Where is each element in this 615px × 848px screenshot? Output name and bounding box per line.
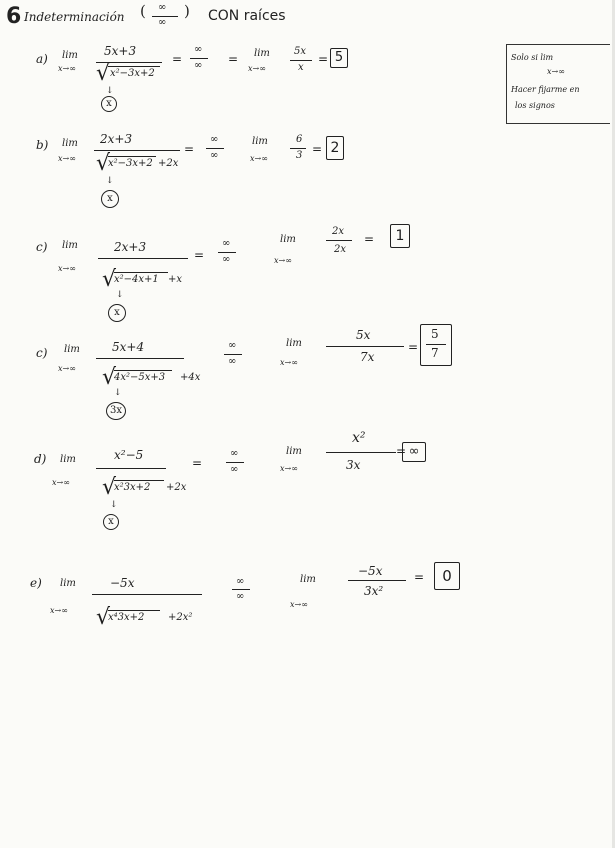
lim-under: x→∞ <box>58 264 76 273</box>
equals: = <box>414 570 425 584</box>
equals: = <box>318 52 329 66</box>
exercise-label: d) <box>34 452 47 466</box>
result-line <box>290 148 306 149</box>
inf-num: ∞ <box>222 238 231 249</box>
lim-word: lim <box>286 446 302 457</box>
equals: = <box>192 456 203 470</box>
sqrt-sign <box>108 156 156 157</box>
inf-num: ∞ <box>210 134 219 145</box>
denominator: 4x²−5x+3 <box>114 372 166 383</box>
exercise-label: a) <box>36 52 48 66</box>
exercise-number: 6 <box>6 4 22 29</box>
lim-word: lim <box>252 136 268 147</box>
answer-box: 0 <box>434 562 460 590</box>
result-den: 3x <box>346 458 361 472</box>
plus-term: +x <box>168 274 183 285</box>
equals: = <box>172 52 183 66</box>
exercise-label: c) <box>36 346 48 360</box>
result-num: 2x <box>332 226 345 237</box>
down-arrow: ↓ <box>106 176 114 186</box>
inf-line <box>218 252 236 253</box>
inf-num: ∞ <box>230 448 239 459</box>
lim-word: lim <box>60 578 76 589</box>
fraction-line <box>98 258 188 259</box>
note-line-2: x→∞ <box>547 67 565 76</box>
answer-box: 5 <box>330 48 348 68</box>
page-title: Indeterminación <box>24 10 125 24</box>
result-den: x <box>298 62 304 73</box>
equals: = <box>312 142 323 156</box>
side-note <box>506 44 610 124</box>
result-num: 6 <box>296 134 303 145</box>
lim-under: x→∞ <box>290 600 308 609</box>
note-line-4: los signos <box>515 101 555 110</box>
page-subtitle: CON raíces <box>208 8 286 24</box>
result-line <box>326 346 404 347</box>
lim-under: x→∞ <box>280 358 298 367</box>
numerator: 2x+3 <box>114 240 147 254</box>
plus-term: +4x <box>180 372 201 383</box>
answer-box: 2 <box>326 136 344 160</box>
result-den: 3x² <box>364 584 384 598</box>
equals: = <box>194 248 205 262</box>
lim-under: x→∞ <box>58 364 76 373</box>
lim-word: lim <box>64 344 80 355</box>
answer-box: 1 <box>390 224 410 248</box>
numerator: 2x+3 <box>100 132 133 146</box>
sqrt-sign <box>114 480 164 481</box>
numerator: −5x <box>110 576 135 590</box>
result-line <box>290 60 312 61</box>
sqrt-sign <box>114 272 168 273</box>
note-line-1: Solo si lim <box>511 53 554 62</box>
equals: = <box>408 340 419 354</box>
circled-term: x <box>101 190 119 208</box>
lim-word: lim <box>62 50 78 61</box>
result-line <box>348 580 406 581</box>
lim-under: x→∞ <box>274 256 292 265</box>
result-num: x² <box>352 430 366 446</box>
lim-word: lim <box>62 240 78 251</box>
result-num: 5x <box>294 46 307 57</box>
inf-line <box>226 462 244 463</box>
inf-num: ∞ <box>194 44 203 55</box>
circled-term: x <box>108 304 126 322</box>
lim-under: x→∞ <box>52 478 70 487</box>
down-arrow: ↓ <box>116 290 124 300</box>
inf-num: ∞ <box>236 576 245 587</box>
inf-num: ∞ <box>228 340 237 351</box>
plus-term: +2x² <box>168 612 193 623</box>
exercise-label: c) <box>36 240 48 254</box>
note-line-3: Hacer fijarme en <box>511 85 580 94</box>
result-num: −5x <box>358 564 383 578</box>
answer-den: 7 <box>431 346 439 360</box>
inf-den: ∞ <box>228 356 237 367</box>
lim-word: lim <box>254 48 270 59</box>
title-form-den: ∞ <box>158 17 167 28</box>
down-arrow: ↓ <box>114 388 122 398</box>
exercise-label: e) <box>30 576 42 590</box>
paren-close: ) <box>184 2 190 20</box>
denominator: x²3x+2 <box>114 482 151 493</box>
sqrt-sign <box>108 610 160 611</box>
result-num: 5x <box>356 328 371 342</box>
lim-under: x→∞ <box>280 464 298 473</box>
plus-term: +2x <box>158 158 179 169</box>
lim-word: lim <box>60 454 76 465</box>
inf-line <box>224 354 242 355</box>
lim-under: x→∞ <box>248 64 266 73</box>
circled-term: 3x <box>106 402 126 420</box>
exercise-label: b) <box>36 138 49 152</box>
paren-open: ( <box>140 2 146 20</box>
result-line <box>326 240 352 241</box>
inf-line <box>190 58 208 59</box>
sqrt-sign <box>108 66 160 67</box>
inf-line <box>206 148 224 149</box>
lim-word: lim <box>280 234 296 245</box>
numerator: x²−5 <box>114 448 144 462</box>
result-den: 7x <box>360 350 375 364</box>
sqrt-sign <box>114 370 172 371</box>
inf-den: ∞ <box>222 254 231 265</box>
lim-under: x→∞ <box>58 154 76 163</box>
fraction-line <box>96 358 184 359</box>
numerator: 5x+4 <box>112 340 145 354</box>
lim-under: x→∞ <box>250 154 268 163</box>
circled-term: x <box>101 96 117 112</box>
fraction-line <box>92 594 202 595</box>
answer-box: ∞ <box>402 442 426 462</box>
equals: = <box>396 444 407 458</box>
inf-den: ∞ <box>236 591 245 602</box>
inf-den: ∞ <box>194 60 203 71</box>
answer-box <box>420 324 452 366</box>
fraction-line <box>96 468 166 469</box>
lim-under: x→∞ <box>58 64 76 73</box>
result-line <box>326 452 396 453</box>
lim-under: x→∞ <box>50 606 68 615</box>
down-arrow: ↓ <box>106 86 114 96</box>
circled-term: x <box>103 514 119 530</box>
lim-word: lim <box>300 574 316 585</box>
result-den: 3 <box>296 150 303 161</box>
denominator: x²−4x+1 <box>114 274 159 285</box>
lim-word: lim <box>286 338 302 349</box>
inf-den: ∞ <box>230 464 239 475</box>
numerator: 5x+3 <box>104 44 137 58</box>
lim-word: lim <box>62 138 78 149</box>
equals: = <box>184 142 195 156</box>
equals: = <box>228 52 239 66</box>
title-form-num: ∞ <box>158 2 167 13</box>
denominator: x²−3x+2 <box>108 158 153 169</box>
answer-num: 5 <box>431 327 439 341</box>
result-den: 2x <box>334 244 347 255</box>
inf-den: ∞ <box>210 150 219 161</box>
plus-term: +2x <box>166 482 187 493</box>
inf-line <box>232 589 250 590</box>
denominator: x⁴3x+2 <box>108 612 145 623</box>
answer-line <box>426 344 446 345</box>
equals: = <box>364 232 375 246</box>
down-arrow: ↓ <box>110 500 118 510</box>
denominator: x²−3x+2 <box>110 68 155 79</box>
